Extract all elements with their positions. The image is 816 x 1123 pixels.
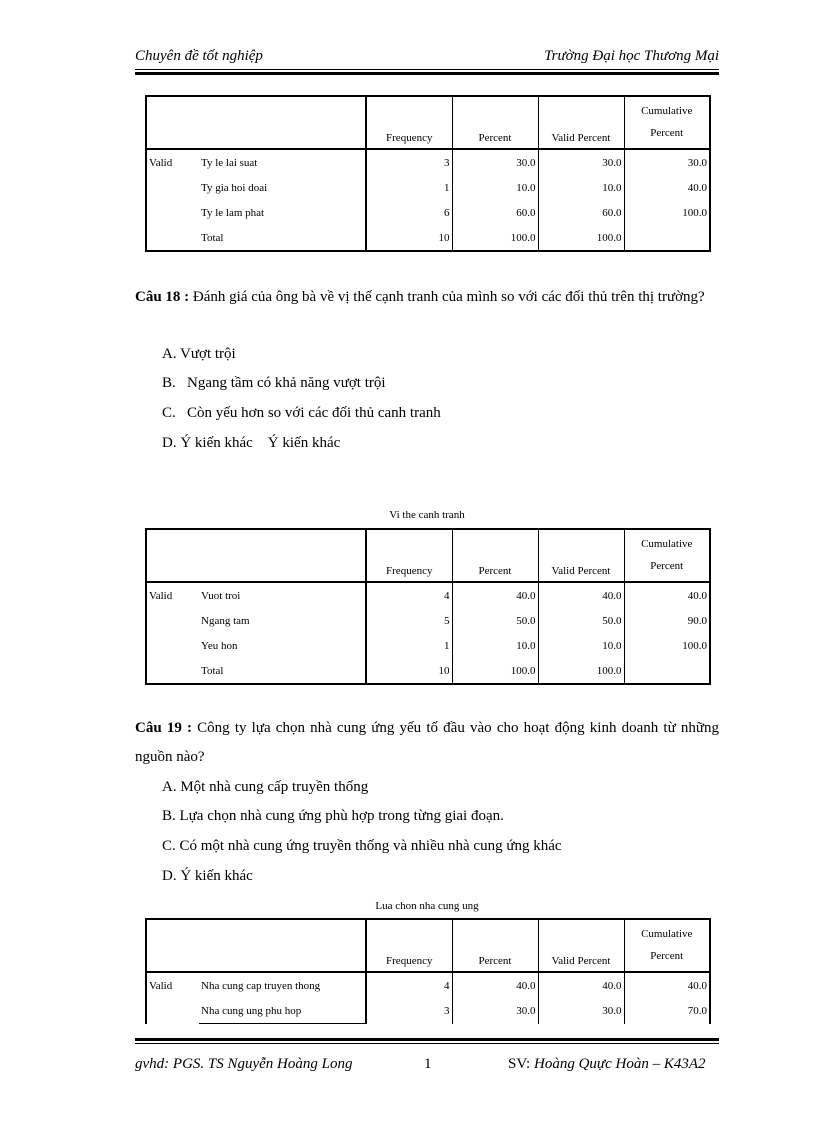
row-label: Total [201, 664, 224, 677]
col-cumulative-percent: Cumulative Percent [624, 96, 710, 149]
col-frequency: Frequency [366, 919, 452, 972]
q18-option-c: C. Còn yếu hơn so với các đối thủ canh tranh [162, 405, 441, 421]
page-number: 1 [424, 1056, 432, 1072]
table-row: Ngang tam 5 50.0 50.0 90.0 [146, 608, 710, 633]
q18-option-a: A. Vượt trội [162, 346, 236, 362]
footer-student-name: Hoàng Quực Hoàn – K43A2 [533, 1056, 706, 1072]
header-left-text: Chuyên đề tốt nghiệp [135, 48, 263, 64]
question-19 [135, 714, 719, 772]
question-18 [135, 283, 719, 312]
header-right-text: Trường Đại học Thương Mại [544, 48, 719, 64]
q19-option-a: A. Một nhà cung cấp truyền thống [162, 779, 369, 795]
table-total-row: Total 10 100.0 100.0 [146, 225, 710, 251]
q18-option-b: B. Ngang tầm có khả năng vượt trội [162, 375, 386, 391]
question-number: Câu 19 : [135, 720, 192, 736]
table-header-row [146, 919, 710, 972]
header-rule-thin [135, 69, 719, 70]
table-header-row [146, 96, 710, 149]
row-label: Nha cung cap truyen thong [201, 979, 321, 992]
table-row: Valid Ty le lai suat 3 30.0 30.0 30.0 [146, 149, 710, 175]
table-caption: Lua chon nha cung ung [375, 900, 479, 912]
row-label: Ty gia hoi doai [201, 181, 268, 194]
footer-rule-thick [135, 1038, 719, 1041]
table-row: Yeu hon 1 10.0 10.0 100.0 [146, 633, 710, 658]
footer-advisor: gvhd: PGS. TS Nguyễn Hoàng Long [135, 1056, 353, 1072]
table-interest-factors [145, 95, 711, 252]
question-text: Công ty lựa chọn nhà cung ứng yếu tố đầu vào cho hoạt động kinh doanh từ những nguồn nào? [135, 720, 720, 765]
table-competitive-position [145, 528, 711, 685]
row-label: Yeu hon [201, 639, 238, 652]
row-group-label: Valid [149, 589, 173, 602]
row-label: Ty le lai suat [201, 156, 258, 169]
col-cumulative-percent: Cumulative Percent [624, 919, 710, 972]
col-cumulative-percent: Cumulative Percent [624, 529, 710, 582]
col-percent: Percent [452, 529, 538, 582]
col-percent: Percent [452, 919, 538, 972]
footer-student [508, 1056, 706, 1073]
col-frequency: Frequency [366, 96, 452, 149]
table-row: Ty gia hoi doai 1 10.0 10.0 40.0 [146, 175, 710, 200]
row-label: Vuot troi [201, 589, 241, 602]
table-row: Valid Vuot troi 4 40.0 40.0 40.0 [146, 582, 710, 608]
q19-option-b: B. Lựa chọn nhà cung ứng phù hợp trong từng giai đoạn. [162, 808, 504, 824]
col-frequency: Frequency [366, 529, 452, 582]
row-label: Nha cung ung phu hop [199, 998, 366, 1024]
question-text: Đánh giá của ông bà về vị thế cạnh tranh của mình so với các đối thủ trên thị trường? [192, 289, 705, 305]
col-valid-percent: Valid Percent [538, 919, 624, 972]
table-caption: Vi the canh tranh [389, 509, 465, 521]
question-number: Câu 18 : [135, 289, 190, 305]
row-label: Ngang tam [201, 614, 250, 627]
table-header-row [146, 529, 710, 582]
table-row: Nha cung ung phu hop 3 30.0 30.0 70.0 [146, 998, 710, 1024]
row-group-label: Valid [149, 979, 173, 992]
q18-option-d: D. Ý kiến khác Ý kiến khác [162, 435, 341, 451]
table-total-row: Total 10 100.0 100.0 [146, 658, 710, 684]
header-rule-thick [135, 72, 719, 75]
col-percent: Percent [452, 96, 538, 149]
footer-rule-thin [135, 1043, 719, 1044]
table-row: Valid Nha cung cap truyen thong 4 40.0 40.0 40.0 [146, 972, 710, 998]
col-valid-percent: Valid Percent [538, 529, 624, 582]
q19-option-d: D. Ý kiến khác [162, 868, 253, 884]
table-row: Ty le lam phat 6 60.0 60.0 100.0 [146, 200, 710, 225]
col-valid-percent: Valid Percent [538, 96, 624, 149]
table-supplier-choice [145, 918, 711, 1024]
footer-student-prefix: SV: [508, 1056, 531, 1072]
row-label: Total [201, 231, 224, 244]
row-group-label: Valid [149, 156, 173, 169]
page-header [135, 48, 719, 68]
row-label: Ty le lam phat [201, 206, 265, 219]
q19-option-c: C. Có một nhà cung ứng truyền thống và nhiều nhà cung ứng khác [162, 838, 562, 854]
